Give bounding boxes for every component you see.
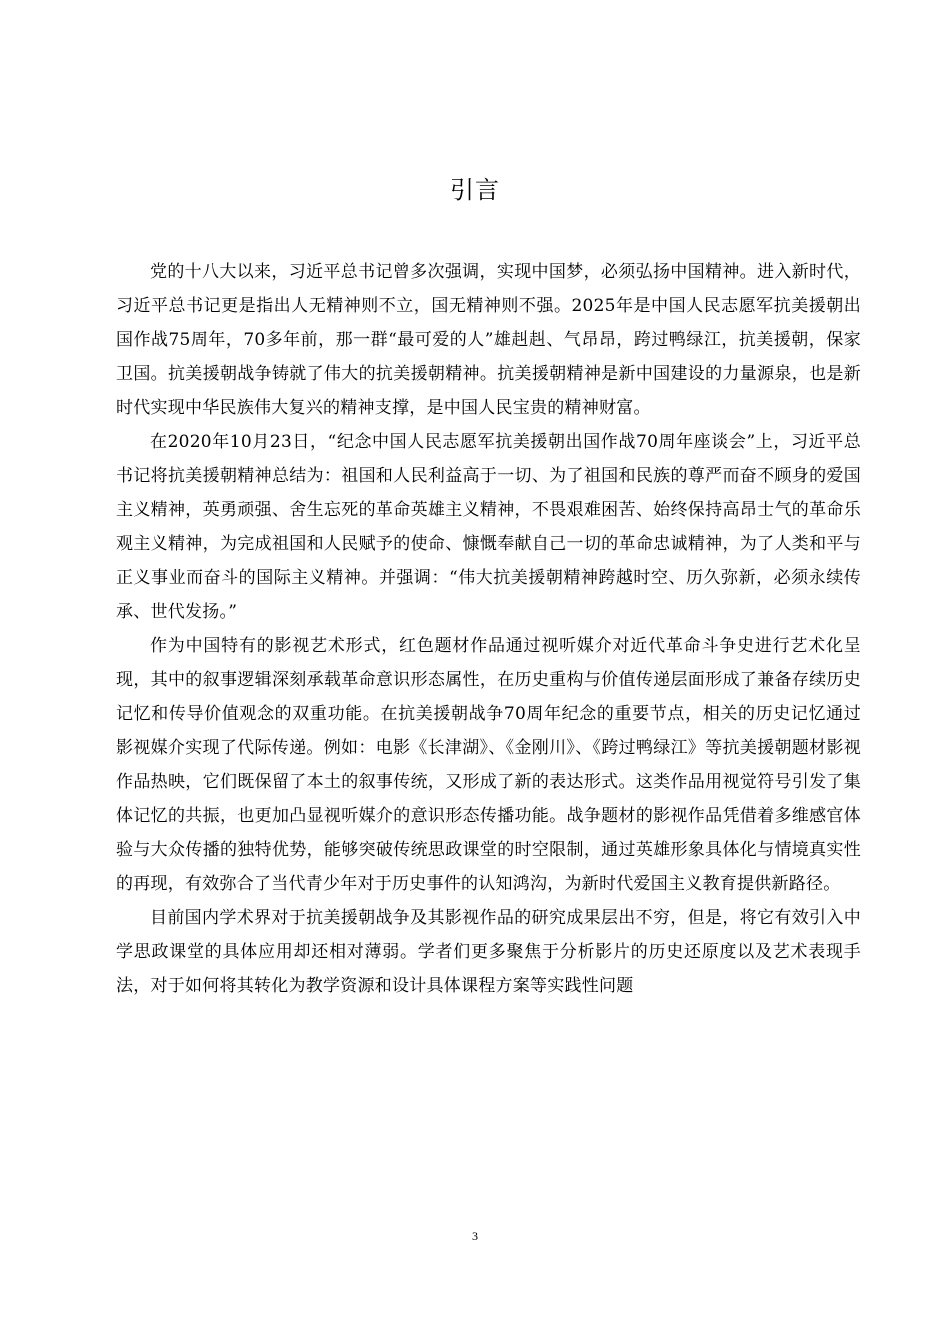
page-number: 3 xyxy=(472,1229,478,1243)
paragraph-4: 目前国内学术界对于抗美援朝战争及其影视作品的研究成果层出不穷，但是，将它有效引入中学思政课堂的具体应用却还相对薄弱。学者们更多聚焦于分析影片的历史还原度以及艺术表现手法，对于如何将其转化为教学资源和设计具体课程方案等实践性问题 xyxy=(116,908,861,996)
paragraph-3: 作为中国特有的影视艺术形式，红色题材作品通过视听媒介对近代革命斗争史进行艺术化呈现，其中的叙事逻辑深刻承载革命意识形态属性，在历史重构与价值传递层面形成了兼备存续历史记忆和传导价值观念的双重功能。在抗美援朝战争70周年纪念的重要节点，相关的历史记忆通过影视媒介实现了代际传递。例如：电影《长津湖》、《金刚川》、《跨过鸭绿江》等抗美援朝题材影视作品热映，它们既保留了本土的叙事传统，又形成了新的表达形式。这类作品用视觉符号引发了集体记忆的共振，也更加凸显视听媒介的意识形态传播功能。战争题材的影视作品凭借着多维感官体验与大众传播的独特优势，能够突破传统思政课堂的时空限制，通过英雄形象具体化与情境真实性的再现，有效弥合了当代青少年对于历史事件的认知鸿沟，为新时代爱国主义教育提供新路径。 xyxy=(116,636,861,894)
body-text xyxy=(116,255,861,1003)
paragraph-1: 党的十八大以来，习近平总书记曾多次强调，实现中国梦，必须弘扬中国精神。进入新时代，习近平总书记更是指出人无精神则不立，国无精神则不强。2025年是中国人民志愿军抗美援朝出国作战75周年，70多年前，那一群“最可爱的人”雄赳赳、气昂昂，跨过鸭绿江，抗美援朝，保家卫国。抗美援朝战争铸就了伟大的抗美援朝精神。抗美援朝精神是新中国建设的力量源泉，也是新时代实现中华民族伟大复兴的精神支撑，是中国人民宝贵的精神财富。 xyxy=(116,262,861,418)
paragraph-2: 在2020年10月23日，“纪念中国人民志愿军抗美援朝出国作战70周年座谈会”上，习近平总书记将抗美援朝精神总结为：祖国和人民利益高于一切、为了祖国和民族的尊严而奋不顾身的爱国主义精神，英勇顽强、舍生忘死的革命英雄主义精神，不畏艰难困苦、始终保持高昂士气的革命乐观主义精神，为完成祖国和人民赋予的使命、慷慨奉献自己一切的革命忠诚精神，为了人类和平与正义事业而奋斗的国际主义精神。并强调：“伟大抗美援朝精神跨越时空、历久弥新，必须永续传承、世代发扬。” xyxy=(116,432,861,622)
page-title: 引言 xyxy=(450,176,500,204)
